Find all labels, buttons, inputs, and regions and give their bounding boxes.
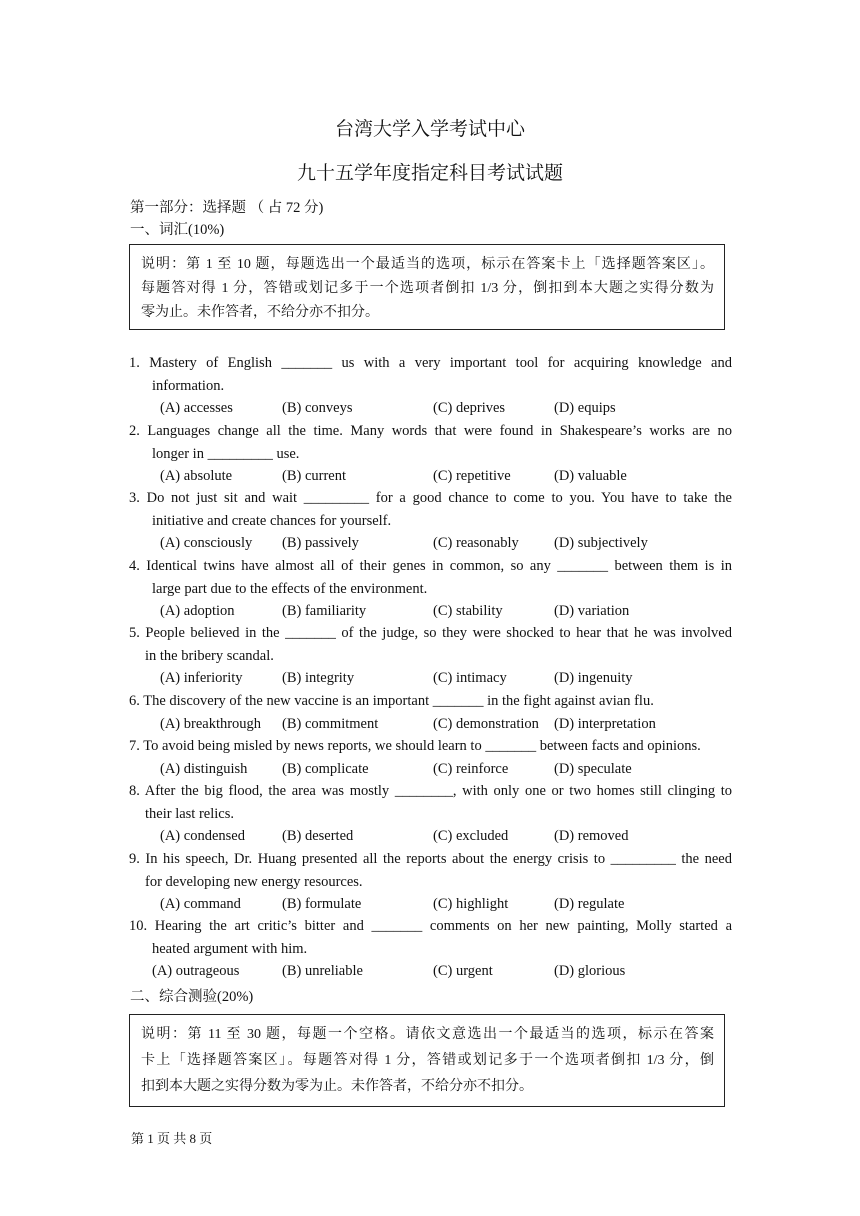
question-text: 8. After the big flood, the area was mostly ________, with only one or two homes still clinging to — [129, 783, 732, 799]
option-b[interactable]: (B) commitment — [282, 715, 379, 732]
option-a[interactable]: (A) accesses — [160, 400, 233, 416]
option-b[interactable]: (B) formulate — [282, 896, 362, 912]
instruction-line: 零为止。未作答者，不给分亦不扣分。 — [141, 305, 379, 320]
question-5 — [129, 622, 732, 690]
option-d[interactable]: (D) regulate — [554, 896, 625, 912]
option-a[interactable]: (A) outrageous — [152, 963, 240, 979]
option-d[interactable]: (D) glorious — [554, 963, 626, 979]
option-a[interactable]: (A) absolute — [160, 468, 233, 484]
question-7 — [129, 735, 732, 780]
option-d[interactable]: (D) interpretation — [554, 715, 656, 732]
option-c[interactable]: (C) repetitive — [433, 468, 511, 484]
option-d[interactable]: (D) valuable — [554, 468, 627, 484]
question-text: initiative and create chances for yourself. — [152, 512, 392, 529]
section1-heading: 一、词汇(10%) — [130, 222, 225, 238]
option-b[interactable]: (B) passively — [282, 535, 359, 551]
question-8 — [129, 780, 732, 848]
option-a[interactable]: (A) inferiority — [160, 670, 243, 686]
option-c[interactable]: (C) reasonably — [433, 535, 519, 551]
section1-instructions-box — [129, 244, 725, 330]
option-a[interactable]: (A) breakthrough — [160, 715, 262, 732]
question-1 — [129, 352, 732, 420]
option-c[interactable]: (C) excluded — [433, 828, 509, 844]
options-row — [129, 758, 732, 781]
instruction-line: 卡上「选择题答案区」。每题答对得 1 分，答错或划记多于一个选项者倒扣 1/3 分，倒 — [141, 1053, 714, 1068]
question-2 — [129, 420, 732, 488]
option-a[interactable]: (A) condensed — [160, 828, 245, 844]
option-b[interactable]: (B) deserted — [282, 828, 354, 844]
option-a[interactable]: (A) consciously — [160, 535, 253, 551]
instruction-line: 说明：第 1 至 10 题，每题选出一个最适当的选项，标示在答案卡上「选择题答案区」。 — [141, 257, 714, 272]
options-row — [129, 397, 732, 420]
question-text: heated argument with him. — [152, 940, 308, 957]
option-c[interactable]: (C) demonstration — [433, 715, 539, 732]
option-a[interactable]: (A) command — [160, 896, 241, 912]
part1-heading: 第一部分：选择题 （ 占 72 分) — [130, 200, 324, 216]
option-d[interactable]: (D) speculate — [554, 760, 632, 777]
question-text: 5. People believed in the _______ of the judge, so they were shocked to hear that he was involved — [129, 625, 732, 641]
question-text: 6. The discovery of the new vaccine is an important _______ in the fight against avian flu. — [129, 693, 654, 709]
option-a[interactable]: (A) distinguish — [160, 760, 248, 777]
option-d[interactable]: (D) equips — [554, 400, 616, 416]
question-text: longer in _________ use. — [152, 445, 300, 462]
option-d[interactable]: (D) subjectively — [554, 535, 648, 551]
option-b[interactable]: (B) integrity — [282, 670, 355, 686]
question-text: 3. Do not just sit and wait _________ for a good chance to come to you. You have to take the — [129, 490, 732, 506]
options-row — [129, 893, 732, 916]
options-row — [129, 465, 732, 488]
exam-center-title: 台湾大学入学考试中心 — [334, 119, 525, 140]
question-10 — [129, 915, 732, 983]
option-c[interactable]: (C) intimacy — [433, 670, 507, 686]
options-row — [129, 667, 732, 690]
question-text: large part due to the effects of the environment. — [152, 580, 428, 597]
option-b[interactable]: (B) familiarity — [282, 603, 367, 619]
option-d[interactable]: (D) removed — [554, 828, 629, 844]
question-9 — [129, 848, 732, 916]
option-b[interactable]: (B) complicate — [282, 760, 369, 777]
option-c[interactable]: (C) stability — [433, 603, 503, 619]
question-text: information. — [152, 377, 225, 394]
option-c[interactable]: (C) highlight — [433, 896, 509, 912]
page-number: 第 1 页 共 8 页 — [131, 1131, 213, 1146]
instruction-line: 扣到本大题之实得分数为零为止。未作答者，不给分亦不扣分。 — [141, 1079, 533, 1094]
question-text: in the bribery scandal. — [145, 647, 274, 664]
section2-instructions-box — [129, 1014, 725, 1107]
question-text: 4. Identical twins have almost all of their genes in common, so any _______ between them is in — [129, 558, 732, 574]
option-d[interactable]: (D) variation — [554, 603, 630, 619]
option-a[interactable]: (A) adoption — [160, 603, 235, 619]
options-row — [129, 960, 732, 983]
question-text: their last relics. — [145, 805, 234, 822]
options-row — [129, 600, 732, 623]
option-b[interactable]: (B) conveys — [282, 400, 353, 416]
option-b[interactable]: (B) unreliable — [282, 963, 363, 979]
section2-heading: 二、综合测验(20%) — [130, 989, 254, 1005]
options-row — [129, 532, 732, 555]
question-text: for developing new energy resources. — [145, 873, 363, 890]
instruction-line: 每题答对得 1 分，答错或划记多于一个选项者倒扣 1/3 分，倒扣到本大题之实得分数为 — [141, 281, 714, 296]
option-c[interactable]: (C) urgent — [433, 963, 493, 979]
question-text: 9. In his speech, Dr. Huang presented all the reports about the energy crisis to _________ the need — [129, 851, 732, 867]
options-row — [129, 825, 732, 848]
option-d[interactable]: (D) ingenuity — [554, 670, 633, 686]
question-text: 10. Hearing the art critic’s bitter and _______ comments on her new painting, Molly started a — [129, 918, 732, 934]
question-4 — [129, 555, 732, 623]
instruction-line: 说明：第 11 至 30 题，每题一个空格。请依文意选出一个最适当的选项，标示在答案 — [141, 1027, 714, 1042]
question-3 — [129, 487, 732, 555]
option-c[interactable]: (C) deprives — [433, 400, 506, 416]
question-6 — [129, 690, 732, 735]
option-b[interactable]: (B) current — [282, 468, 347, 484]
option-c[interactable]: (C) reinforce — [433, 760, 509, 777]
exam-title: 九十五学年度指定科目考试试题 — [296, 163, 563, 184]
question-text: 7. To avoid being misled by news reports, we should learn to _______ between facts and opinions. — [129, 738, 701, 754]
options-row — [129, 713, 732, 736]
question-text: 2. Languages change all the time. Many words that were found in Shakespeare’s works are no — [129, 423, 732, 439]
question-text: 1. Mastery of English _______ us with a very important tool for acquiring knowledge and — [129, 355, 732, 371]
